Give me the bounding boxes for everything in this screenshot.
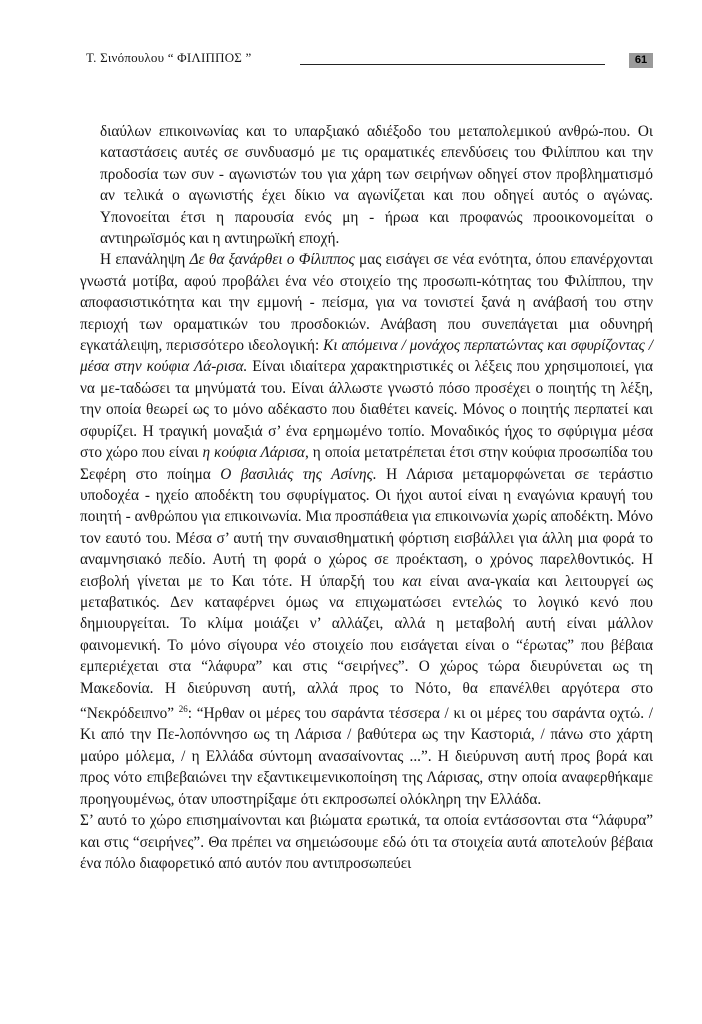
text-run: Είναι ιδιαίτερα χαρακτηριστικές οι λέξεις που χρησιμοποιεί, για να με-ταδώσει τα μηνύματά του. Είναι άλλωστε γνωστό πόσο προσέχει ο ποιητής τη λέξη, την οποία θεωρεί ως το μόνο αδέκαστο που διαθέτει κανείς. Μόνος ο ποιητής περπατεί και σφυρίζει. Η τραγική μοναξιά σ’ ένα ερημωμένο τοπίο. Μοναδικός ήχος το σφύριγμα μέσα στο χώρο που είναι: [80, 358, 653, 462]
text-run: , η οποία μετατρέπεται έτσι στην κούφια προσωπίδα του Σεφέρη στο ποίημα: [80, 444, 653, 483]
text-run: Η Λάρισα μεταμορφώνεται σε τεράστιο υποδοχέα - ηχείο αποδέκτη του σφυρίγματος. Οι ήχοι αυτοί είναι η εναγώνια κραυγή του ποιητή - ανθρώπου για επικοινωνία. Μια προσπάθεια για επικοινωνία χωρίς αποδέκτη. Μόνο τον εαυτό του. Μέσα σ’ αυτή την συναισθηματική φόρτιση εισβάλλει για άλλη μια φορά το αναμνησιακό πεδίο. Αυτή τη φορά ο χώρος σε προέκταση, ο χρόνος παρελθοντικός. Η εισβολή γίνεται με το Και τότε. Η ύπαρξή του: [80, 465, 653, 590]
text-run: : “Ηρθαν οι μέρες του σαράντα τέσσερα / κι οι μέρες του σαράντα οχτώ. / Κι από την Πε-λοπόννησο ως τη Λάρισα / βαθύτερα ως την Καστοριά, / πάνω στο χάρτη μαύρο μόλεμα, / η Ελλάδα σύντομη ανασαίνοντας ...”. Η διεύρυνση αυτή προς βορά και προς νότο επιβεβαιώνει την εξαντικειμενικοποίηση της Λάρισας, στην οποία αναφερθήκαμε προηγουμένως, όταν υποστηρίξαμε ότι εκπροσωπεί ολόκληρη την Ελλάδα.: [80, 705, 653, 808]
paragraph: [80, 249, 653, 810]
text-run: μας εισάγει σε νέα ενότητα, όπου επανέρχονται γνωστά μοτίβα, αφού προβάλει ένα νέο στοιχείο της προσωπι-κότητας του Φιλίππου, την αποφασιστικότητα και την εμμονή - πείσμα, για να τονιστεί ξανά η ανάβασή του στην περιοχή των οραματικών του προσδοκιών. Ανάβαση που συνεπάγεται μια οδυνηρή εγκατάλειψη, περισσότερο ιδεολογική:: [80, 251, 653, 355]
text-run: διαύλων επικοινωνίας και το υπαρξιακό αδιέξοδο του μεταπολεμικού ανθρώ-που. Οι καταστάσεις αυτές σε συνδυασμό με τις οραματικές επενδύσεις του Φιλίππου και την προδοσία των συν - αγωνιστών του για χάρη των σειρήνων οδηγεί στον προβληματισμό αν τελικά ο αγωνιστής έχει δίκιο να αγωνίζεται και που οδηγεί αυτός ο αγώνας. Υπονοείται έτσι η παρουσία ενός μη - ήρωα και προφανώς προοικονομείται ο αντιηρωϊσμός και η αντιηρωϊκή εποχή.: [100, 123, 653, 248]
paragraph: [80, 810, 653, 874]
body-text: [80, 121, 653, 874]
paragraph-continued: [80, 121, 653, 249]
italic-run: και: [402, 572, 422, 590]
text-run: Σ’ αυτό το χώρο επισημαίνονται και βιώματα ερωτικά, τα οποία εντάσσονται στα “λάφυρα” και στις “σειρήνες”. Θα πρέπει να σημειώσουμε εδώ ότι τα στοιχεία αυτά αποτελούν βέβαια ένα πόλο διαφορετικό από αυτόν που αντιπροσωπεύει: [80, 812, 653, 872]
footnote-ref: 26: [178, 703, 188, 714]
italic-run: η κούφια Λάρισα: [202, 444, 305, 462]
page-number: 61: [629, 53, 653, 68]
running-head: Τ. Σινόπουλου “ ΦΙΛΙΠΠΟΣ ”: [86, 50, 252, 65]
italic-run: Ο βασιλιάς της Ασίνης.: [220, 465, 377, 483]
italic-run: Κι απόμεινα / μονάχος περπατώντας και σφυρίζοντας / μέσα στην κούφια Λά-ρισα.: [80, 337, 653, 376]
text-run: Η επανάληψη: [100, 251, 190, 269]
italic-run: Δε θα ξανάρθει ο Φίλιππος: [189, 251, 355, 269]
header-rule: [300, 64, 605, 65]
text-run: είναι ανα-γκαία και λειτουργεί ως μεταβατικός. Δεν καταφέρνει όμως να επιχωματώσει εντελώς το λογικό κενό που δημιουργείται. Το κλίμα μοιάζει ν’ αλλάζει, αλλά η μεταβολή αυτή είναι μάλλον φαινομενική. Το μόνο σίγουρα νέο στοιχείο που εισάγεται είναι ο “έρωτας” που βέβαια εμπεριέχεται στα “λάφυρα” και στις “σειρήνες”. Ο χώρος τώρα διευρύνεται ως τη Μακεδονία. Η διεύρυνση αυτή, αλλά προς το Νότο, θα επανέλθει αργότερα στο “Νεκρόδειπνο”: [80, 572, 653, 723]
